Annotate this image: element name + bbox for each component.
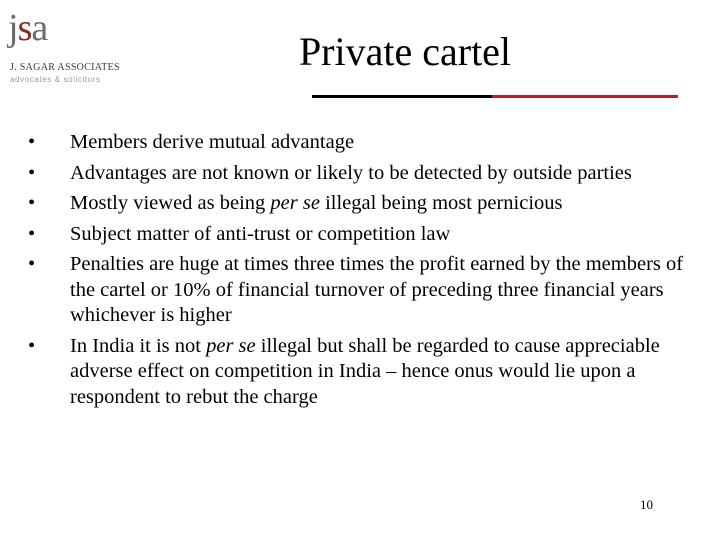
bullet-item: • Penalties are huge at times three times the profit earned by the members of the cartel or 10% of financial turnover of preceding three financial years whichever is higher (28, 253, 684, 326)
jsa-logo (6, 6, 120, 86)
bullet-dot-icon: • (28, 161, 36, 184)
bullet-dot-icon: • (28, 253, 36, 275)
logo-firm-name: J. SAGAR ASSOCIATES (10, 62, 120, 73)
bullet-item: • In India it is not per se illegal but shall be regarded to cause appreciable adverse effect on competition in India – hence onus would lie upon a respondent to rebut the charge (28, 334, 660, 408)
bullet-item: • Subject matter of anti-trust or competition law (28, 222, 688, 248)
bullet-item: • Advantages are not known or likely to be detected by outside parties (28, 161, 688, 187)
bullet-dot-icon: • (28, 192, 36, 214)
title-rule-black (312, 95, 492, 98)
bullet-item: • Mostly viewed as being per se illegal being most pernicious (28, 191, 688, 217)
bullet-dot-icon: • (28, 334, 36, 357)
bullet-item: • Members derive mutual advantage (28, 130, 688, 156)
bullet-list (28, 130, 688, 415)
logo-mark: jsa (8, 7, 48, 49)
logo-tagline: advocates & solicitors (10, 75, 101, 84)
bullet-dot-icon: • (28, 222, 36, 245)
slide-title: Private cartel (298, 29, 512, 74)
page-number: 10 (640, 497, 653, 512)
title-rule-red (492, 95, 678, 98)
bullet-dot-icon: • (28, 131, 36, 153)
